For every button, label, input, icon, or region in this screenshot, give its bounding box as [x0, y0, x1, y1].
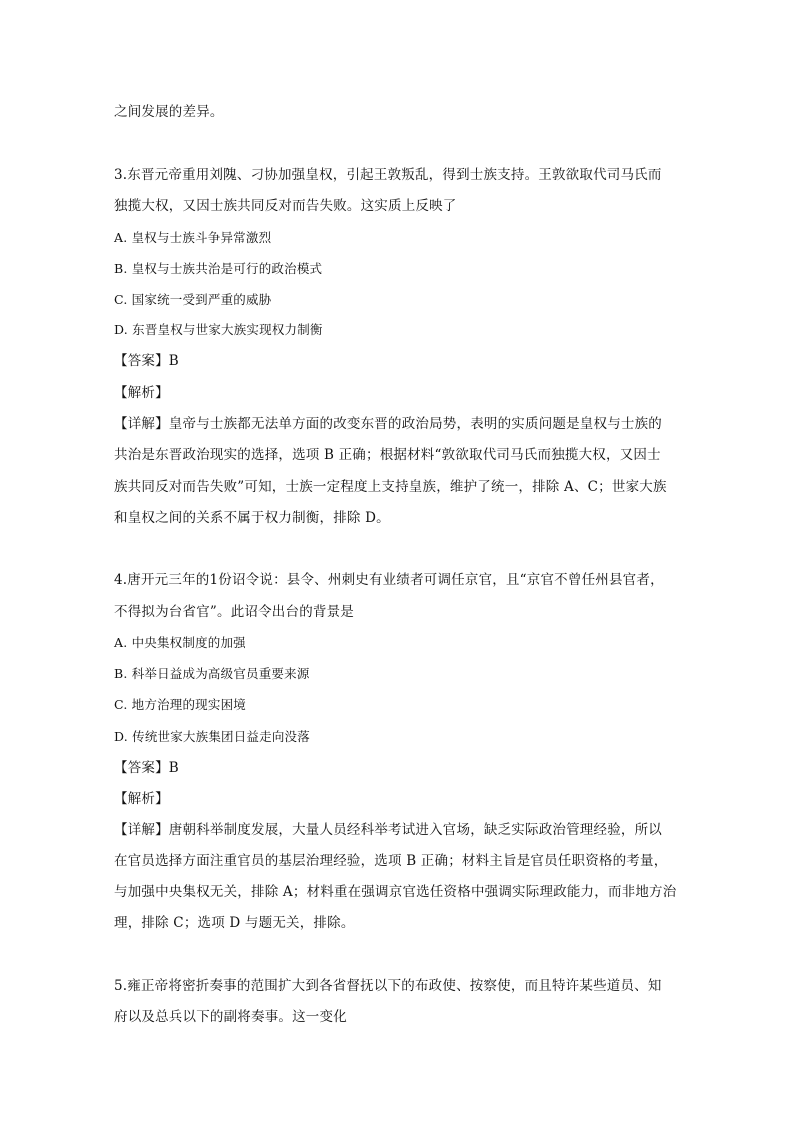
- q4-detail-line-4: 理，排除 C；选项 D 与题无关，排除。: [114, 915, 355, 931]
- q3-stem-line-1: 3.东晋元帝重用刘隗、刁协加强皇权，引起王敦叛乱，得到士族支持。王敦欲取代司马氏而: [114, 167, 662, 183]
- q3-detail-line-3: 族共同反对而告失败”可知，士族一定程度上支持皇族，维护了统一，排除 A、C；世家大族: [114, 479, 667, 495]
- q3-option-c: C. 国家统一受到严重的威胁: [114, 292, 272, 307]
- q3-answer: 【答案】B: [114, 353, 179, 369]
- q4-option-d: D. 传统世家大族集团日益走向没落: [114, 729, 310, 744]
- q3-detail-line-2: 共治是东晋政治现实的选择，选项 B 正确；根据材料“敦欲取代司马氏而独揽大权，又因士: [114, 447, 661, 463]
- q3-option-b: B. 皇权与士族共治是可行的政治模式: [114, 261, 323, 276]
- q4-option-b: B. 科举日益成为高级官员重要来源: [114, 666, 310, 681]
- q4-detail-line-2: 在官员选择方面注重官员的基层治理经验，选项 B 正确；材料主旨是官员任职资格的考量，: [114, 853, 668, 869]
- q3-analysis-label: 【解析】: [114, 385, 169, 401]
- q4-option-c: C. 地方治理的现实困境: [114, 697, 246, 712]
- q3-option-a: A. 皇权与士族斗争异常激烈: [114, 230, 272, 245]
- q5-stem-line-2: 府以及总兵以下的副将奏事。这一变化: [114, 1009, 347, 1025]
- q4-detail-line-1: 【详解】唐朝科举制度发展，大量人员经科举考试进入官场，缺乏实际政治管理经验，所以: [114, 822, 662, 838]
- q4-option-a: A. 中央集权制度的加强: [114, 635, 246, 650]
- q4-detail-line-3: 与加强中央集权无关，排除 A；材料重在强调京官选任资格中强调实际理政能力，而非地方治: [114, 884, 677, 900]
- q3-stem-line-2: 独揽大权，又因士族共同反对而告失败。这实质上反映了: [114, 198, 457, 214]
- q4-stem-line-1: 4.唐开元三年的1份诏令说：县令、州刺史有业绩者可调任京官，且“京官不曾任州县官者，: [114, 572, 664, 588]
- q3-detail-line-1: 【详解】皇帝与士族都无法单方面的改变东晋的政治局势，表明的实质问题是皇权与士族的: [114, 416, 662, 432]
- q5-stem-line-1: 5.雍正帝将密折奏事的范围扩大到各省督抚以下的布政使、按察使，而且特许某些道员、知: [114, 978, 662, 994]
- intro-text: 之间发展的差异。: [114, 104, 224, 120]
- q4-answer: 【答案】B: [114, 760, 179, 776]
- q3-option-d: D. 东晋皇权与世家大族实现权力制衡: [114, 322, 323, 337]
- q3-detail-line-4: 和皇权之间的关系不属于权力制衡，排除 D。: [114, 510, 390, 526]
- q4-stem-line-2: 不得拟为台省官”。此诏令出台的背景是: [114, 604, 355, 620]
- q4-analysis-label: 【解析】: [114, 791, 169, 807]
